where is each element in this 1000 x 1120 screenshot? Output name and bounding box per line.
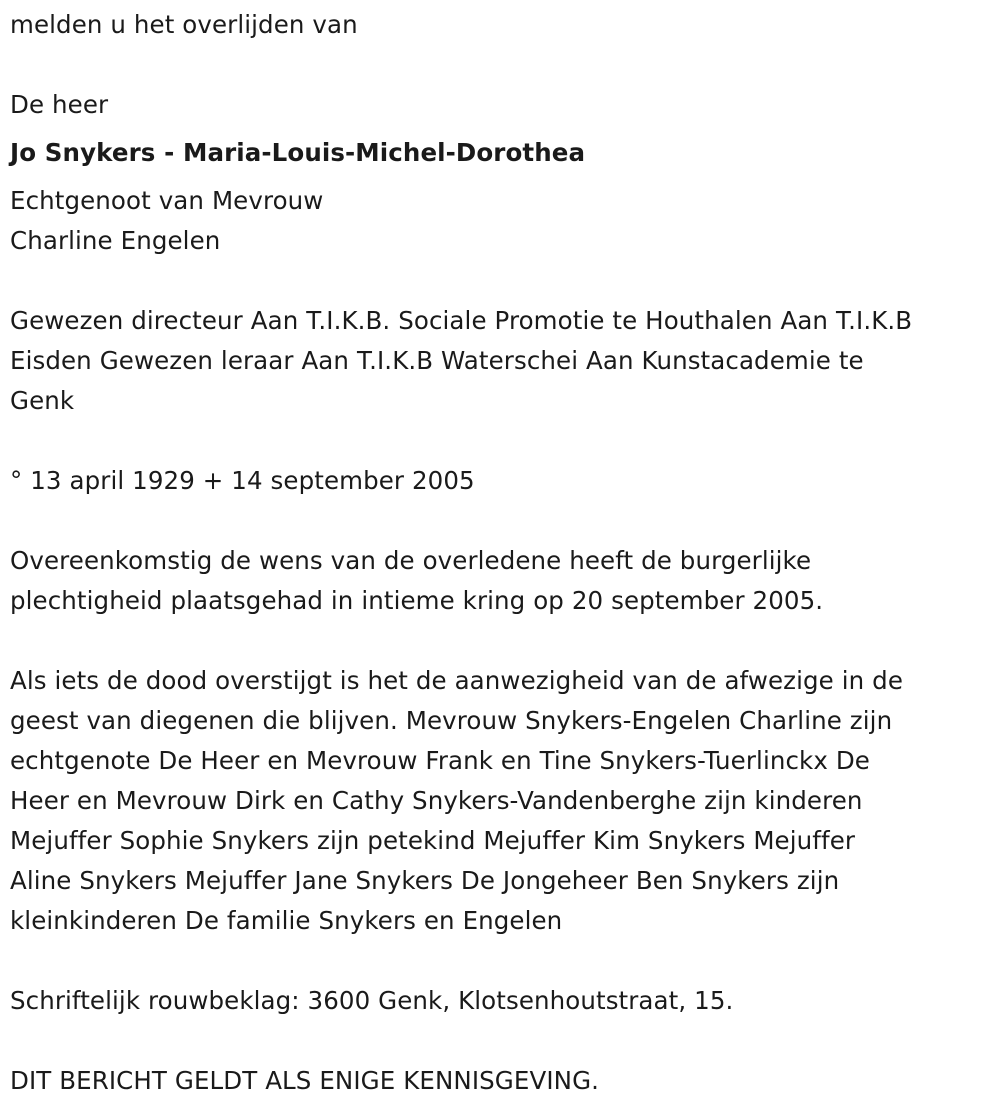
career-paragraph	[10, 301, 992, 421]
spacer	[10, 421, 992, 461]
spacer	[10, 261, 992, 301]
ceremony-line: Overeenkomstig de wens van de overledene heeft de burgerlijke	[10, 546, 812, 575]
spacer	[10, 45, 992, 85]
deceased-name: Jo Snykers - Maria-Louis-Michel-Dorothea	[10, 138, 586, 167]
spacer	[10, 1021, 992, 1061]
family-line: Als iets de dood overstijgt is het de aanwezigheid van de afwezige in de	[10, 666, 903, 695]
family-line: geest van diegenen die blijven. Mevrouw Snykers-Engelen Charline zijn	[10, 706, 893, 735]
salutation: De heer	[10, 90, 109, 119]
career-line: Eisden Gewezen leraar Aan T.I.K.B Waterschei Aan Kunstacademie te	[10, 346, 864, 375]
spacer	[10, 941, 992, 981]
career-line: Gewezen directeur Aan T.I.K.B. Sociale Promotie te Houthalen Aan T.I.K.B	[10, 306, 913, 335]
family-line: Heer en Mevrouw Dirk en Cathy Snykers-Vandenberghe zijn kinderen	[10, 786, 863, 815]
family-line: Mejuffer Sophie Snykers zijn petekind Mejuffer Kim Snykers Mejuffer	[10, 826, 856, 855]
ceremony-paragraph	[10, 541, 992, 621]
ceremony-line: plechtigheid plaatsgehad in intieme kring op 20 september 2005.	[10, 586, 824, 615]
spouse-name: Charline Engelen	[10, 226, 221, 255]
spouse-label: Echtgenoot van Mevrouw	[10, 186, 324, 215]
family-line: echtgenote De Heer en Mevrouw Frank en Tine Snykers-Tuerlinckx De	[10, 746, 870, 775]
family-paragraph	[10, 661, 992, 941]
family-line: kleinkinderen De familie Snykers en Engelen	[10, 906, 563, 935]
condolence-address: Schriftelijk rouwbeklag: 3600 Genk, Klotsenhoutstraat, 15.	[10, 986, 734, 1015]
intro-text: melden u het overlijden van	[10, 10, 358, 39]
career-line: Genk	[10, 386, 75, 415]
spacer	[10, 501, 992, 541]
closing-statement: DIT BERICHT GELDT ALS ENIGE KENNISGEVING.	[10, 1066, 600, 1095]
life-dates: ° 13 april 1929 + 14 september 2005	[10, 466, 475, 495]
spacer	[10, 621, 992, 661]
family-line: Aline Snykers Mejuffer Jane Snykers De Jongeheer Ben Snykers zijn	[10, 866, 840, 895]
